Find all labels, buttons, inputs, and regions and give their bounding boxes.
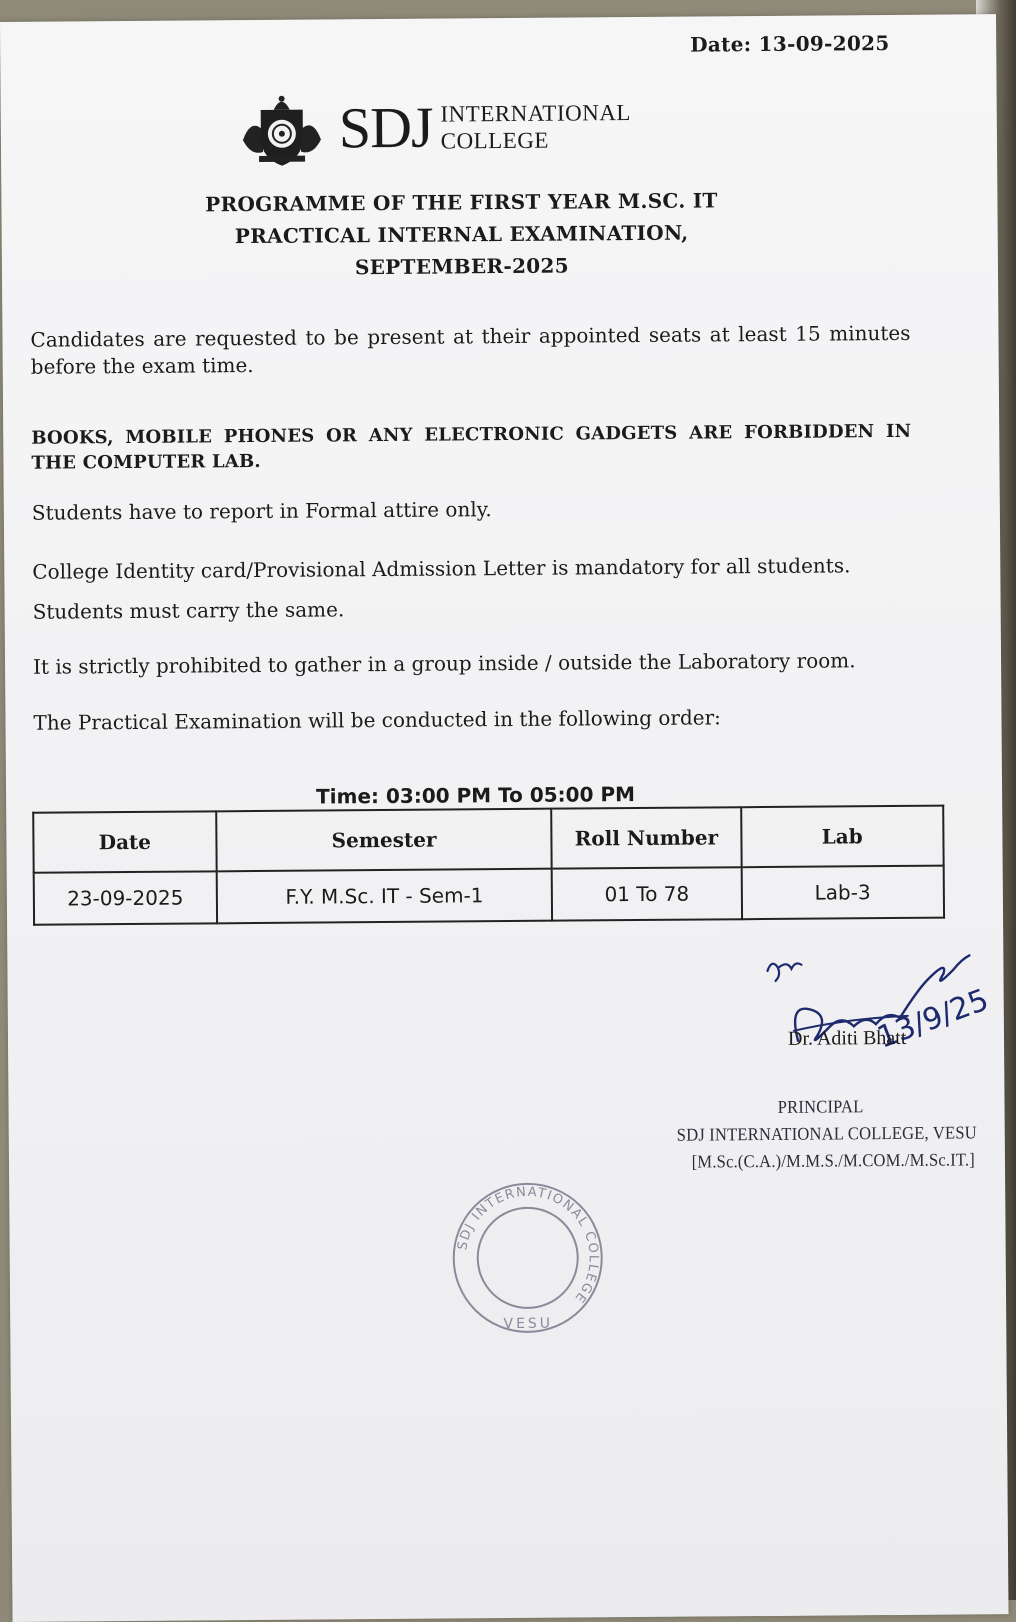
instruction-attire: Students have to report in Formal attire only. — [31, 497, 492, 525]
exam-schedule-table — [32, 805, 945, 926]
title-line-3: SEPTEMBER-2025 — [354, 253, 569, 280]
signature-date: 13/9/25 — [872, 982, 994, 1056]
document-title — [141, 184, 782, 285]
instruction-id-card: College Identity card/Provisional Admission Letter is mandatory for all students. Students must carry the same. — [32, 553, 851, 624]
principal-stamp — [676, 1092, 977, 1175]
instruction-reporting-time: Candidates are requested to be present at their appointed seats at least 15 minutes before the exam time. — [30, 320, 911, 379]
table-row — [34, 866, 944, 925]
stamp-line-1: PRINCIPAL — [777, 1096, 864, 1117]
logo-line-1: INTERNATIONAL — [440, 100, 632, 127]
document-date: Date: 13-09-2025 — [690, 31, 890, 57]
cell-semester: F.Y. M.Sc. IT - Sem-1 — [216, 869, 552, 924]
header-roll-number: Roll Number — [552, 807, 742, 868]
table-header-row — [33, 806, 943, 873]
title-line-2: PRACTICAL INTERNAL EXAMINATION, — [234, 220, 689, 249]
title-line-1: PROGRAMME OF THE FIRST YEAR M.SC. IT — [205, 188, 718, 217]
instruction-forbidden-items: BOOKS, MOBILE PHONES OR ANY ELECTRONIC GADGETS ARE FORBIDDEN IN THE COMPUTER LAB. — [31, 420, 912, 474]
college-logo — [241, 87, 632, 168]
instruction-schedule-intro: The Practical Examination will be conducted in the following order: — [33, 705, 721, 735]
stamp-line-2: SDJ INTERNATIONAL COLLEGE, VESU — [676, 1122, 977, 1145]
instruction-no-gathering: It is strictly prohibited to gather in a group inside / outside the Laboratory room. — [32, 648, 856, 679]
logo-subtitle — [440, 99, 631, 154]
cell-date: 23-09-2025 — [34, 871, 217, 924]
header-lab: Lab — [741, 806, 944, 868]
college-seal-icon — [447, 1167, 608, 1338]
college-emblem-icon — [241, 89, 324, 168]
stamp-line-3: [M.Sc.(C.A.)/M.M.S./M.COM./M.Sc.IT.] — [691, 1149, 976, 1172]
logo-brand-text: SDJ — [338, 94, 433, 161]
exam-time: Time: 03:00 PM To 05:00 PM — [315, 782, 636, 809]
header-date: Date — [33, 811, 216, 872]
seal-bottom-text: VESU — [503, 1315, 554, 1333]
signatory-name: Dr. Aditi Bhatt — [787, 1026, 907, 1050]
document-page — [0, 14, 1009, 1622]
cell-lab: Lab-3 — [741, 866, 944, 920]
cell-roll-number: 01 To 78 — [552, 867, 741, 920]
header-semester: Semester — [216, 809, 552, 872]
svg-text:SDJ INTERNATIONAL COLLEGE — [455, 1184, 602, 1307]
logo-line-2: COLLEGE — [440, 127, 550, 154]
seal-text: SDJ INTERNATIONAL COLLEGE — [455, 1184, 601, 1307]
